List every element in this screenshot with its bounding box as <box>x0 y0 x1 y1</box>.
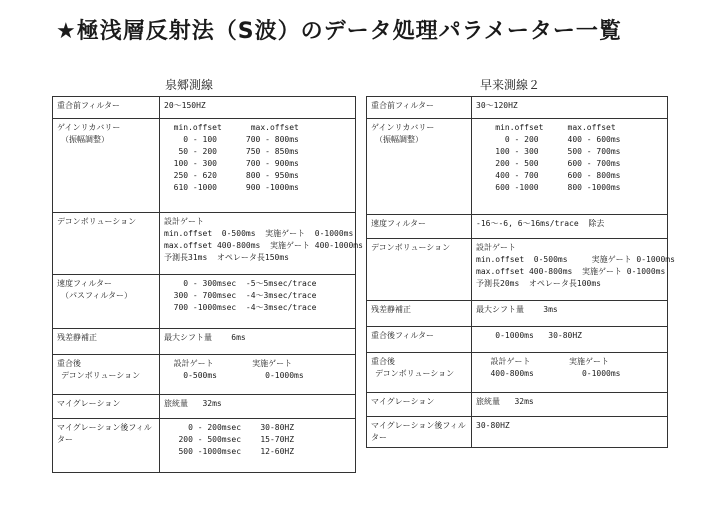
param-label: 重合後 デコンボリューション <box>367 353 472 393</box>
param-label: ゲインリカバリー （振幅調整） <box>53 119 160 213</box>
param-value: 0 - 200msec 30-80HZ 200 - 500msec 15-70HZ 500 -1000msec 12-60HZ <box>160 419 356 473</box>
param-value: 設計ゲート min.offset 0-500ms 実施ゲート 0-1000ms max.offset 400-800ms 実施ゲート 0-1000ms 予測長20ms オペレータ長100ms <box>472 239 668 301</box>
param-value: min.offset max.offset 0 - 200 400 - 600ms 100 - 300 500 - 700ms 200 - 500 600 - 700ms 400 - 700 600 - 800ms 600 -1000 800 -1000ms <box>472 119 668 215</box>
param-value: 設計ゲート 実施ゲート 400-800ms 0-1000ms <box>472 353 668 393</box>
table-row <box>53 275 356 329</box>
param-label: マイグレーション後フィルター <box>367 417 472 448</box>
table-row <box>367 301 668 327</box>
param-value: 0-1000ms 30-80HZ <box>472 327 668 353</box>
table-row <box>53 419 356 473</box>
param-label: 重合後フィルター <box>367 327 472 353</box>
table-row <box>367 239 668 301</box>
table-row <box>367 119 668 215</box>
param-value: min.offset max.offset 0 - 100 700 - 800ms 50 - 200 750 - 850ms 100 - 300 700 - 900ms 250 - 620 800 - 950ms 610 -1000 900 -1000ms <box>160 119 356 213</box>
param-label: 速度フィルター <box>367 215 472 239</box>
param-value: 30-80HZ <box>472 417 668 448</box>
table-row <box>367 97 668 119</box>
table-row <box>367 215 668 239</box>
param-label: マイグレーション後フィルター <box>53 419 160 473</box>
param-label: マイグレーション <box>53 395 160 419</box>
param-value: 最大シフト量 6ms <box>160 329 356 355</box>
param-value: -16～-6, 6～16ms/trace 除去 <box>472 215 668 239</box>
param-value: 20～150HZ <box>160 97 356 119</box>
param-value: 設計ゲート min.offset 0-500ms 実施ゲート 0-1000ms max.offset 400-800ms 実施ゲート 400-1000ms 予測長31ms オペレータ長150ms <box>160 213 356 275</box>
right-section-caption: 早来測線２ <box>480 78 541 92</box>
table-row <box>367 353 668 393</box>
param-value: 旅統量 32ms <box>160 395 356 419</box>
left-section-caption: 泉郷測線 <box>165 78 214 92</box>
param-label: 残差静補正 <box>53 329 160 355</box>
param-value: 旅統量 32ms <box>472 393 668 417</box>
table-row <box>367 393 668 417</box>
param-label: 速度フィルター （パスフィルター） <box>53 275 160 329</box>
right-parameter-table <box>366 96 675 448</box>
param-label: マイグレーション <box>367 393 472 417</box>
param-label: 重合前フィルター <box>367 97 472 119</box>
param-value: 30～120HZ <box>472 97 668 119</box>
param-value: 設計ゲート 実施ゲート 0-500ms 0-1000ms <box>160 355 356 395</box>
param-label: 残差静補正 <box>367 301 472 327</box>
table-row <box>53 355 356 395</box>
param-label: 重合前フィルター <box>53 97 160 119</box>
param-label: 重合後 デコンボリューション <box>53 355 160 395</box>
table-row <box>53 329 356 355</box>
left-parameter-table <box>52 96 363 473</box>
table-row <box>53 213 356 275</box>
table-row <box>367 417 668 448</box>
param-label: デコンボリューション <box>367 239 472 301</box>
table-row <box>53 97 356 119</box>
table-row <box>53 395 356 419</box>
param-value: 最大シフト量 3ms <box>472 301 668 327</box>
param-label: ゲインリカバリー （振幅調整） <box>367 119 472 215</box>
page-title: ★極浅層反射法（S波）のデータ処理パラメーター一覧 <box>56 19 622 44</box>
param-label: デコンボリューション <box>53 213 160 275</box>
table-row <box>53 119 356 213</box>
param-value: 0 - 300msec -5～5msec/trace 300 - 700msec -4～3msec/trace 700 -1000msec -4～3msec/trace <box>160 275 356 329</box>
table-row <box>367 327 668 353</box>
